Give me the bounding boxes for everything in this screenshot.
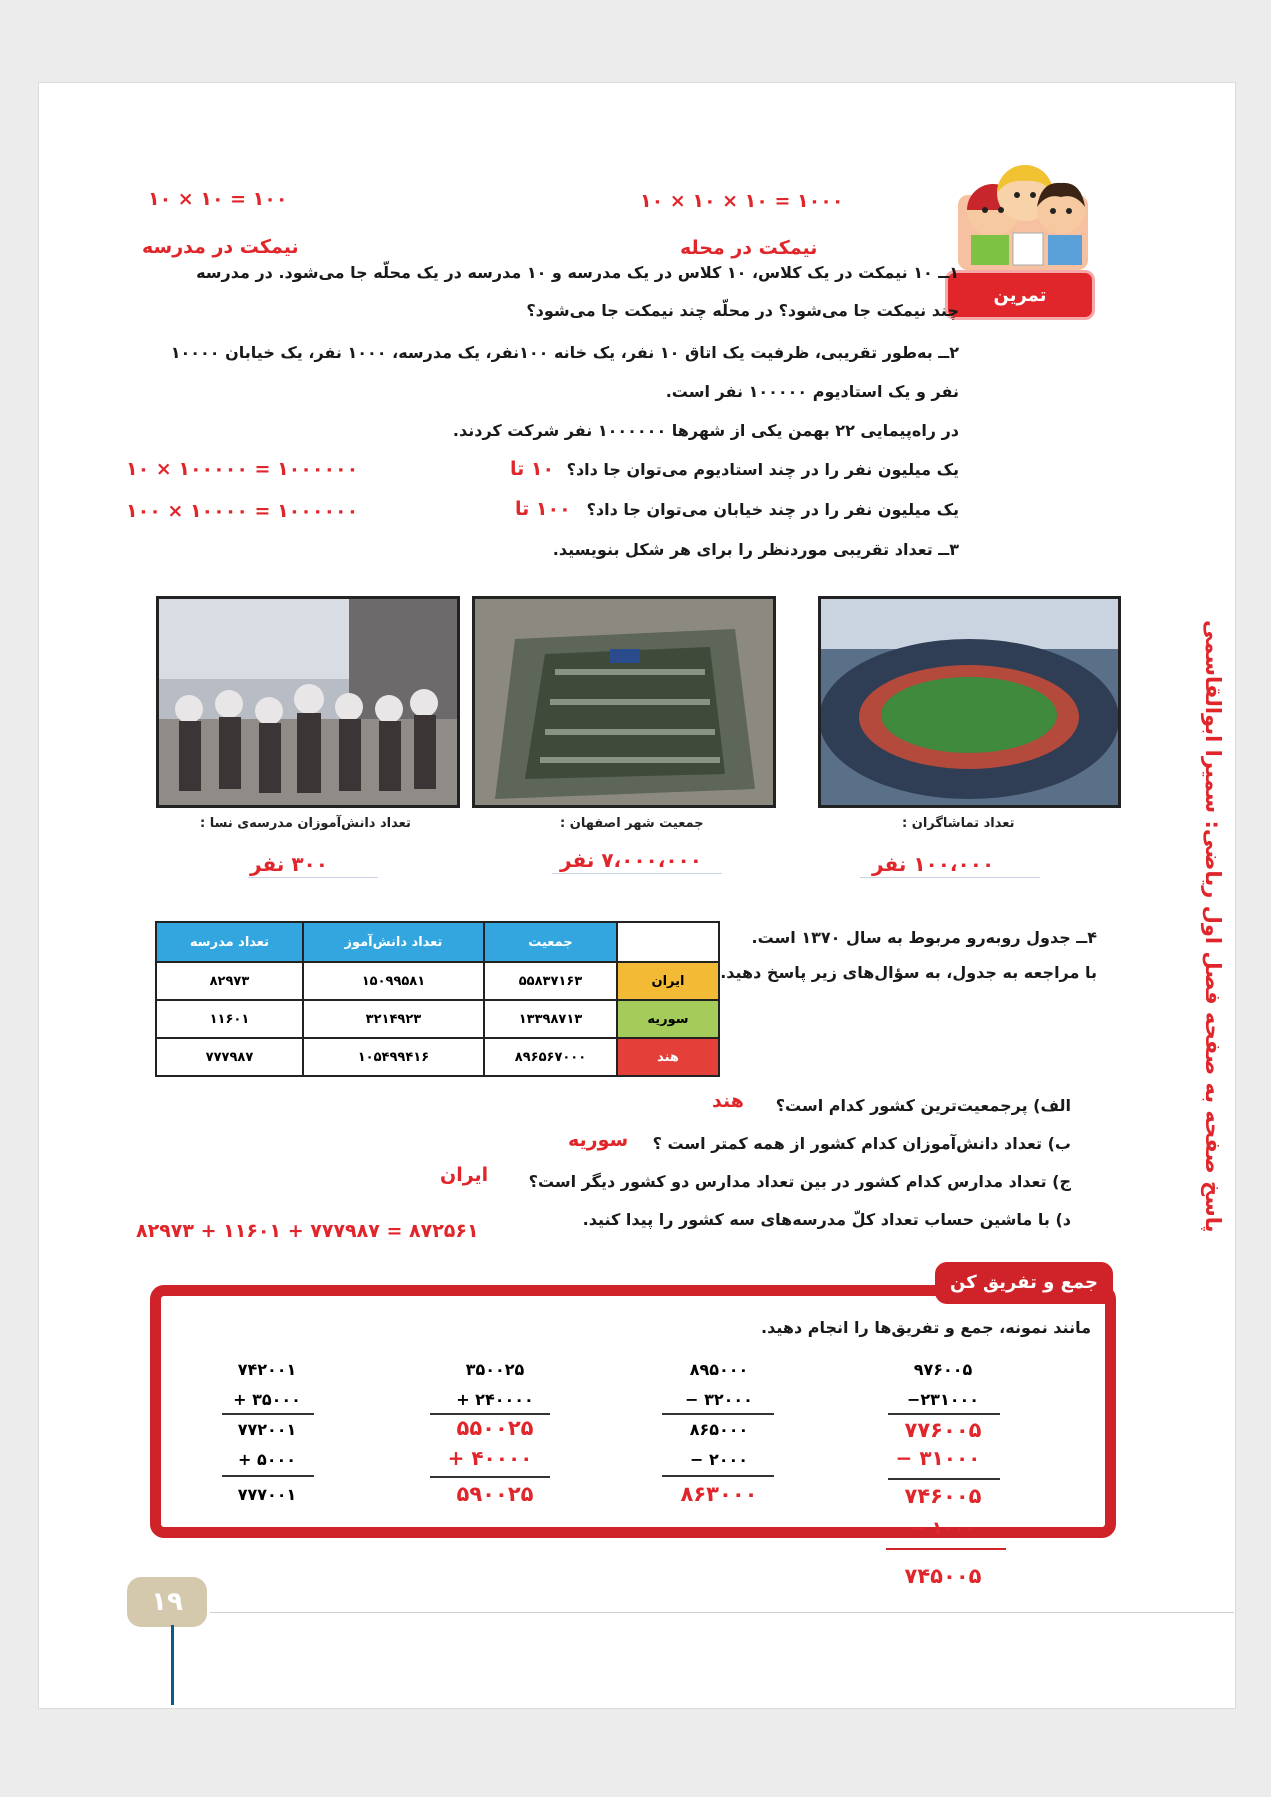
children-illustration	[953, 155, 1093, 275]
photo-isfahan-crowd	[472, 596, 776, 808]
col1-a: ۷۴۲۰۰۱	[237, 1360, 297, 1379]
q2-line2: نفر و یک استادیوم ۱۰۰۰۰۰ نفر است.	[665, 382, 959, 401]
caption-isfahan: جمعیت شهر اصفهان :	[560, 816, 704, 831]
q2-line4: یک میلیون نفر را در چند استادیوم می‌توان جا داد؟	[566, 460, 959, 479]
col4-d: − ۳۱۰۰۰	[895, 1446, 981, 1470]
col2-d: + ۴۰۰۰۰	[447, 1446, 533, 1470]
col3-rule	[662, 1413, 774, 1415]
page-marker-bar	[171, 1625, 174, 1705]
side-eq2: ۱۰۰ × ۱۰۰۰۰ = ۱۰۰۰۰۰۰	[126, 500, 359, 522]
col2-rule	[430, 1413, 550, 1415]
exercise-tag: تمرین	[945, 270, 1095, 320]
table-header-row	[156, 922, 719, 962]
col4-a: ۹۷۶۰۰۵	[913, 1360, 973, 1379]
caption-stadium: تعداد تماشاگران :	[902, 816, 1015, 831]
q2-ans4: ۱۰ تا	[510, 458, 555, 480]
col1-b: + ۳۵۰۰۰	[233, 1390, 301, 1409]
answer-students: ۳۰۰ نفر	[250, 852, 328, 876]
col4-rule	[888, 1478, 1000, 1480]
sub-answer-c: ایران	[440, 1164, 489, 1186]
exercise-badge	[945, 155, 1100, 330]
label-school: نیمکت در مدرسه	[142, 236, 299, 258]
cell-country: هند	[617, 1038, 719, 1076]
q1-line2: چند نیمکت جا می‌شود؟ در محلّه چند نیمکت جا می‌شود؟	[526, 301, 959, 320]
cell-country: ایران	[617, 962, 719, 1000]
q2-line5: یک میلیون نفر را در چند خیابان می‌توان جا داد؟	[586, 500, 959, 519]
header-blank	[617, 922, 719, 962]
sub-answer-b: سوریه	[568, 1129, 629, 1151]
underline-isfahan	[552, 873, 722, 874]
page-number: ۱۹	[127, 1577, 207, 1627]
sub-answer-a: هند	[712, 1090, 744, 1112]
col1-e: ۷۷۷۰۰۱	[237, 1485, 297, 1504]
answer-isfahan: ۷،۰۰۰،۰۰۰ نفر	[560, 848, 702, 872]
table-row	[156, 962, 719, 1000]
q2-line3: در راه‌پیمایی ۲۲ بهمن یکی از شهرها ۱۰۰۰۰۰۰ نفر شرکت کردند.	[452, 421, 959, 440]
cell-country: سوریه	[617, 1000, 719, 1038]
underline-students	[248, 877, 378, 878]
col3-rule	[662, 1475, 774, 1477]
cell-population: ۱۳۳۹۸۷۱۳	[484, 1000, 617, 1038]
sub-question-c: ج) تعداد مدارس کدام کشور در بین تعداد مدارس دو کشور دیگر است؟	[528, 1172, 1071, 1191]
col3-c: ۸۶۵۰۰۰	[689, 1420, 749, 1439]
cell-schools: ۸۲۹۷۳	[156, 962, 303, 1000]
col2-e: ۵۹۰۰۲۵	[456, 1482, 534, 1506]
col3-d: − ۲۰۰۰	[689, 1450, 749, 1469]
q4-line2: با مراجعه به جدول، به سؤال‌های زیر پاسخ دهید.	[720, 963, 1097, 982]
table-row	[156, 1038, 719, 1076]
cell-schools: ۱۱۶۰۱	[156, 1000, 303, 1038]
col4-f: − ۱۰۰۰	[910, 1518, 976, 1539]
col4-rule-red	[886, 1548, 1006, 1550]
eq-school: ۱۰ × ۱۰ = ۱۰۰	[148, 188, 288, 210]
col4-rule	[888, 1413, 1000, 1415]
q1-line1: ۱ــ ۱۰ نیمکت در یک کلاس، ۱۰ کلاس در یک مدرسه و ۱۰ مدرسه در یک محلّه جا می‌شود. در مدرسه	[196, 263, 959, 282]
underline-stadium	[860, 877, 1040, 878]
cell-students: ۱۵۰۹۹۵۸۱	[303, 962, 484, 1000]
col4-e: ۷۴۶۰۰۵	[904, 1484, 982, 1508]
table-row	[156, 1000, 719, 1038]
sub-question-b: ب) تعداد دانش‌آموزان کدام کشور از همه کمتر است ؟	[652, 1134, 1071, 1153]
header-population: جمعیت	[484, 922, 617, 962]
caption-students: تعداد دانش‌آموزان مدرسه‌ی نسا :	[200, 816, 411, 831]
header-students: تعداد دانش‌آموز	[303, 922, 484, 962]
photo-school-students	[156, 596, 460, 808]
col4-b: −۲۳۱۰۰۰	[907, 1390, 979, 1409]
label-neighborhood: نیمکت در محله	[680, 237, 818, 259]
col3-b: − ۳۲۰۰۰	[685, 1390, 753, 1409]
col1-c: ۷۷۲۰۰۱	[237, 1420, 297, 1439]
sub-question-a: الف) پرجمعیت‌ترین کشور کدام است؟	[775, 1096, 1071, 1115]
cell-schools: ۷۷۷۹۸۷	[156, 1038, 303, 1076]
box-instruction: مانند نمونه، جمع و تفریق‌ها را انجام دهید.	[761, 1318, 1091, 1337]
col2-rule	[430, 1476, 550, 1478]
col1-rule	[222, 1475, 314, 1477]
eq-neighborhood: ۱۰ × ۱۰ × ۱۰ = ۱۰۰۰	[640, 190, 844, 212]
sub-answer-d: ۸۲۹۷۳ + ۱۱۶۰۱ + ۷۷۷۹۸۷ = ۸۷۲۵۶۱	[136, 1220, 479, 1242]
col4-g: ۷۴۵۰۰۵	[904, 1564, 982, 1588]
col2-a: ۳۵۰۰۲۵	[465, 1360, 525, 1379]
col1-d: + ۵۰۰۰	[237, 1450, 297, 1469]
box-title: جمع و تفریق کن	[935, 1262, 1113, 1304]
q3-line1: ۳ــ تعداد تقریبی موردنظر را برای هر شکل بنویسید.	[552, 540, 959, 559]
cell-population: ۸۹۶۵۶۷۰۰۰	[484, 1038, 617, 1076]
page-divider	[210, 1612, 1234, 1613]
q2-line1: ۲ــ به‌طور تقریبی، ظرفیت یک اتاق ۱۰ نفر، یک خانه ۱۰۰نفر، یک مدرسه، ۱۰۰۰ نفر، یک خیابان ۱۰۰۰۰	[170, 343, 959, 362]
col4-c: ۷۷۶۰۰۵	[904, 1418, 982, 1442]
col3-a: ۸۹۵۰۰۰	[689, 1360, 749, 1379]
cell-students: ۳۲۱۴۹۲۳	[303, 1000, 484, 1038]
header-schools: تعداد مدرسه	[156, 922, 303, 962]
sub-question-d: د) با ماشین حساب تعداد کلّ مدرسه‌های سه کشور را پیدا کنید.	[582, 1210, 1071, 1229]
answer-stadium: ۱۰۰،۰۰۰ نفر	[872, 852, 995, 876]
col3-e: ۸۶۳۰۰۰	[680, 1482, 758, 1506]
cell-population: ۵۵۸۳۷۱۶۳	[484, 962, 617, 1000]
q4-line1: ۴ــ جدول روبه‌رو مربوط به سال ۱۳۷۰ است.	[751, 928, 1097, 947]
q2-ans5: ۱۰۰ تا	[515, 498, 571, 520]
cell-students: ۱۰۵۴۹۹۴۱۶	[303, 1038, 484, 1076]
side-eq1: ۱۰ × ۱۰۰۰۰۰ = ۱۰۰۰۰۰۰	[126, 458, 359, 480]
col2-b: + ۲۴۰۰۰۰	[456, 1390, 534, 1409]
country-table	[155, 921, 720, 1077]
col2-c: ۵۵۰۰۲۵	[456, 1416, 534, 1440]
photo-stadium	[818, 596, 1121, 808]
col1-rule	[222, 1413, 314, 1415]
